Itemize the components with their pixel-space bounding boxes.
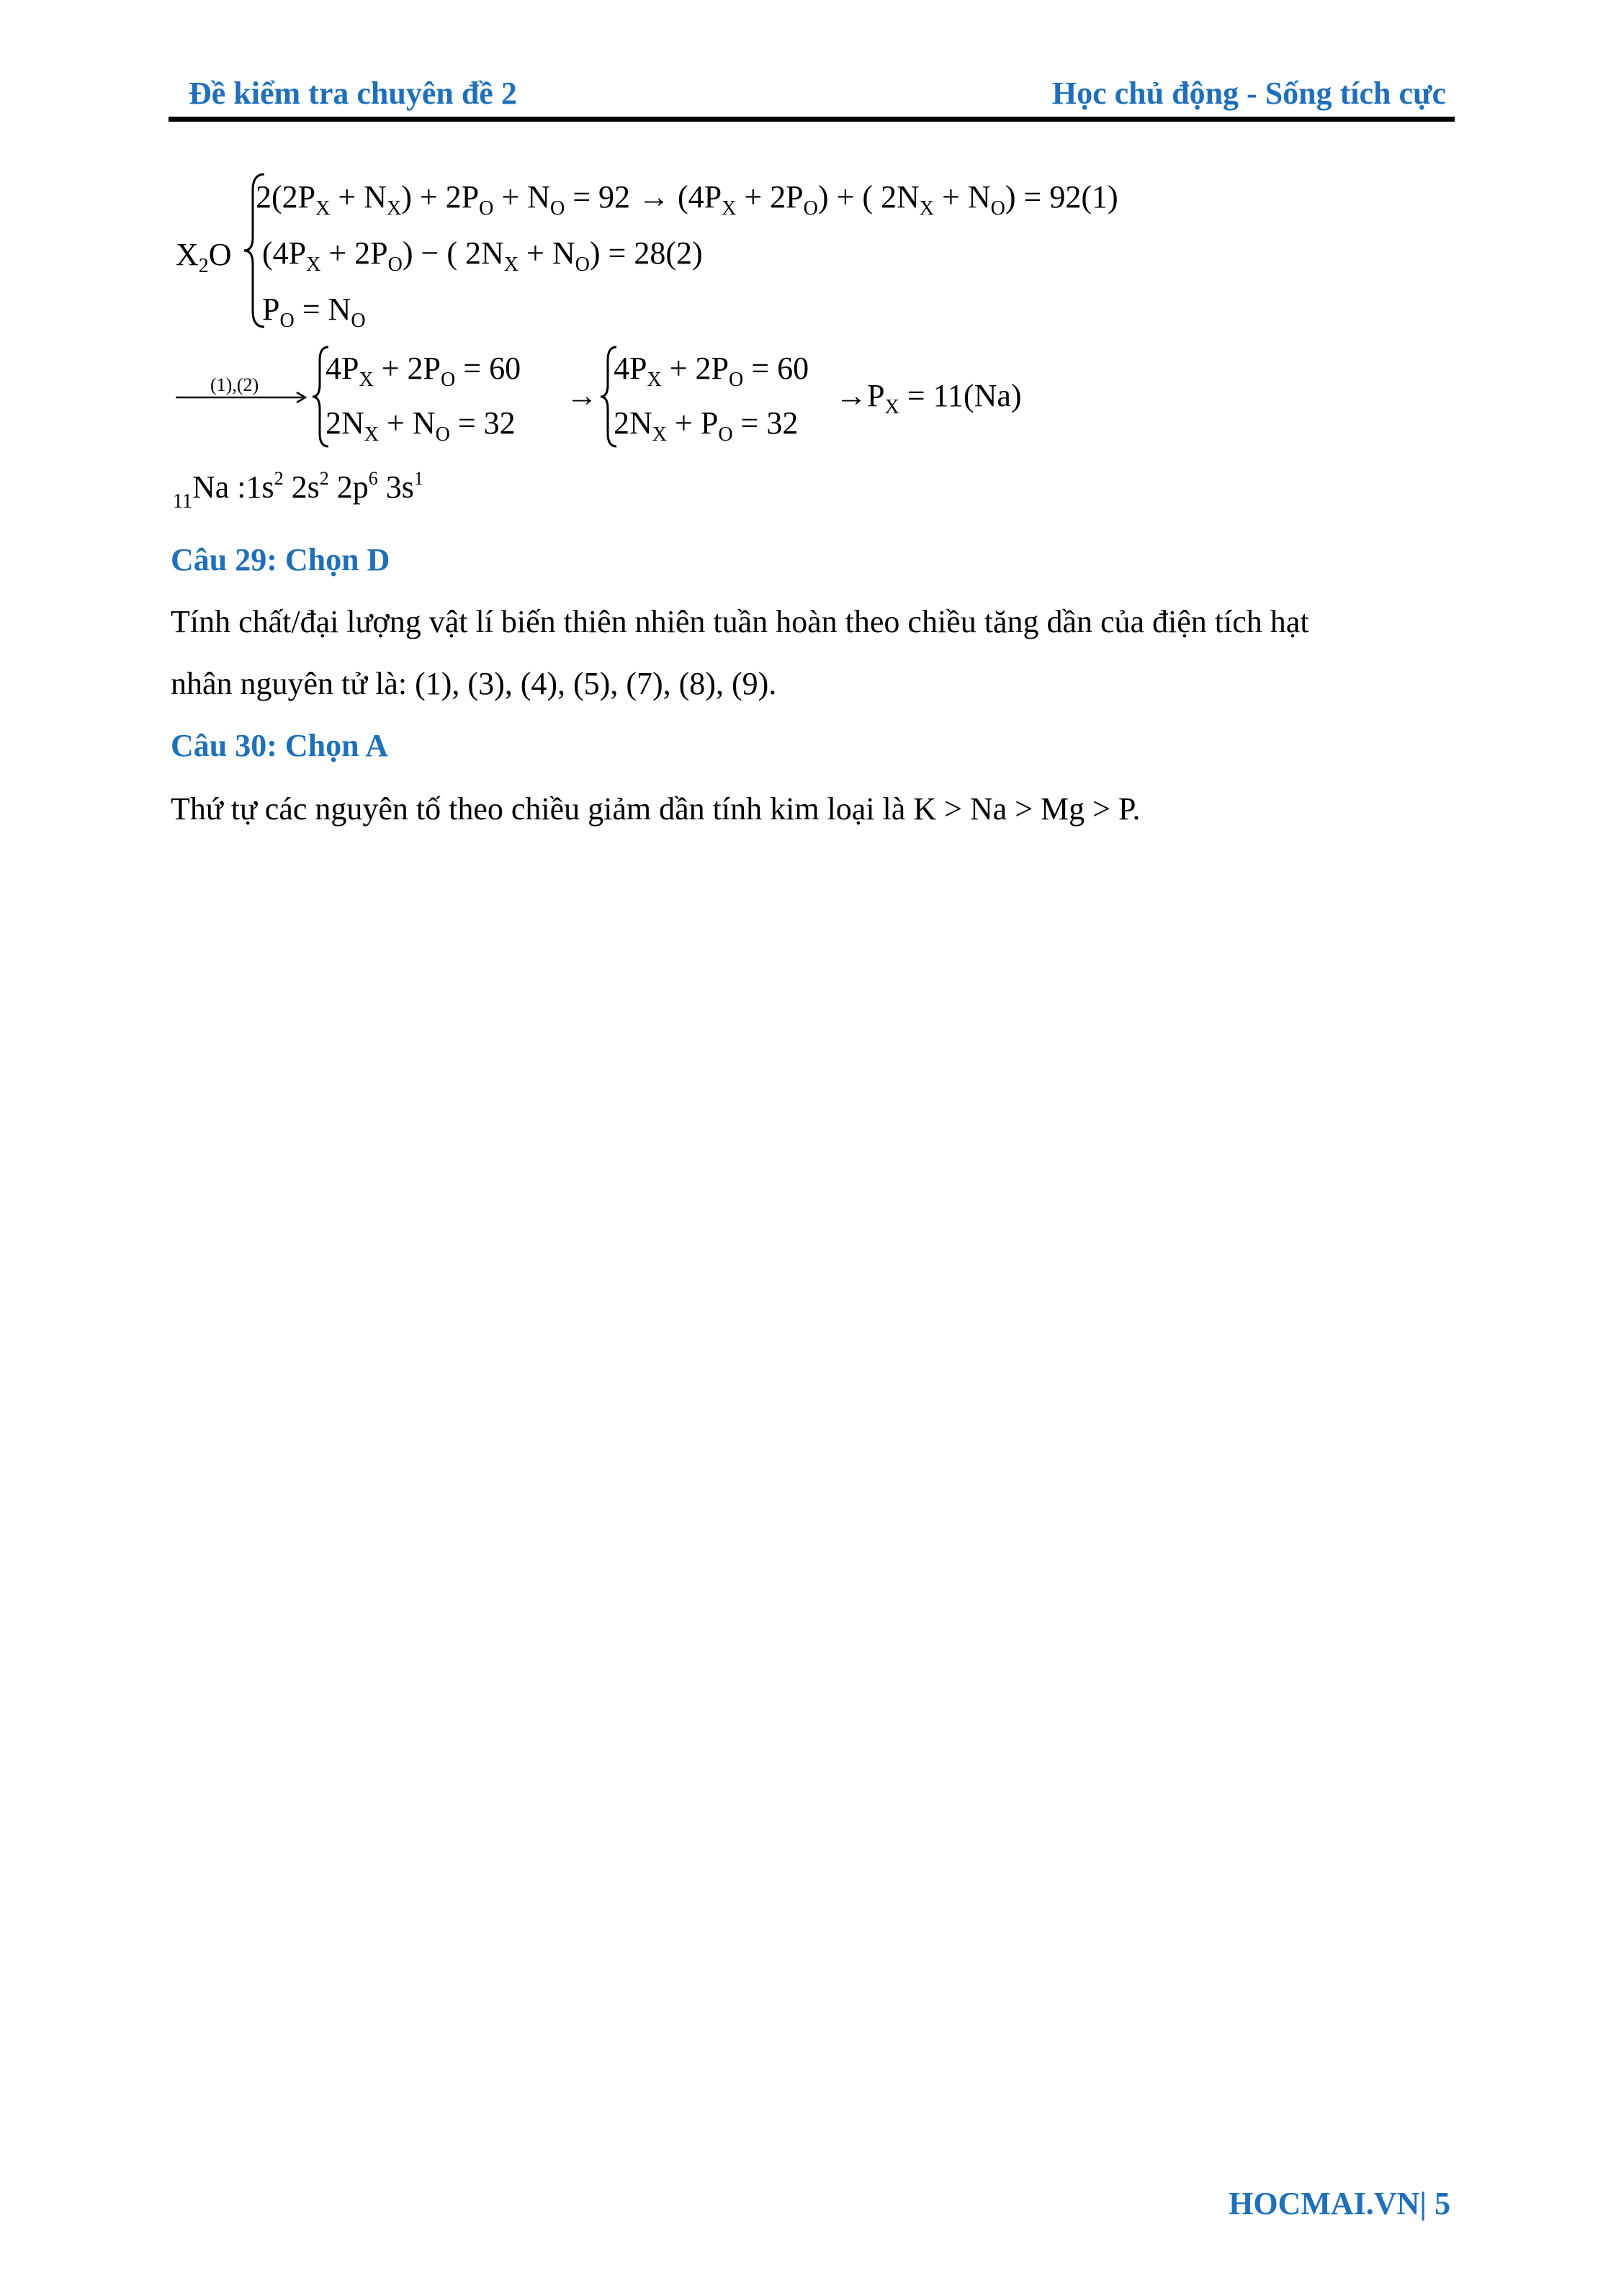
question-29-line-2: nhân nguyên tử là: (1), (3), (4), (5), (7), (8), (9). xyxy=(171,666,777,701)
arrow-2: → xyxy=(566,378,598,413)
system2-line-2: $2N_X + N_O = 32$ xyxy=(326,405,516,446)
result-equation: $\to P_X = 11(Na)$ xyxy=(835,378,1022,418)
header-divider xyxy=(169,117,1455,122)
implication-arrow xyxy=(176,390,310,405)
header-title-right: Học chủ động - Sống tích cực xyxy=(1051,76,1446,111)
question-29-title: Câu 29: Chọn D xyxy=(171,542,390,577)
question-30-title: Câu 30: Chọn A xyxy=(171,728,388,763)
header-title-left: Đề kiểm tra chuyên đề 2 xyxy=(189,76,517,111)
system2-line-1: $4P_X + 2P_O = 60$ xyxy=(326,351,521,391)
na-electron-config: $_{11}$Na $:1s^2$ $2s^2$ $2p^6$ $3s^1$ xyxy=(173,468,423,513)
arrow-label: (1),(2) xyxy=(210,374,259,395)
equation-line-2: $(4P_X + 2P_O)$ − ( $2N_X + N_O) = 28(2)$ xyxy=(262,235,703,276)
equation-line-3: $P_O = N_O$ xyxy=(262,292,366,332)
system3-line-1: $4P_X + 2P_O = 60$ xyxy=(614,351,809,391)
x2o-label: $X_2O$ xyxy=(176,237,232,277)
question-29-line-1: Tính chất/đại lượng vật lí biến thiên nhiên tuần hoàn theo chiều tăng dần của điện tích hạt xyxy=(171,604,1309,639)
question-30-line-1: Thứ tự các nguyên tố theo chiều giảm dần tính kim loại là K > Na > Mg > P. xyxy=(171,791,1141,827)
system3-line-2: $2N_X + P_O = 32$ xyxy=(614,405,799,446)
page-footer: HOCMAI.VN| 5 xyxy=(1229,2186,1450,2221)
equation-line-1: $2(2P_X + N_X) + 2P_O + N_O = 92 \to (4P_X + 2P_O)$ + ( $2N_X + N_O) = 92(1)$ xyxy=(256,179,1118,220)
